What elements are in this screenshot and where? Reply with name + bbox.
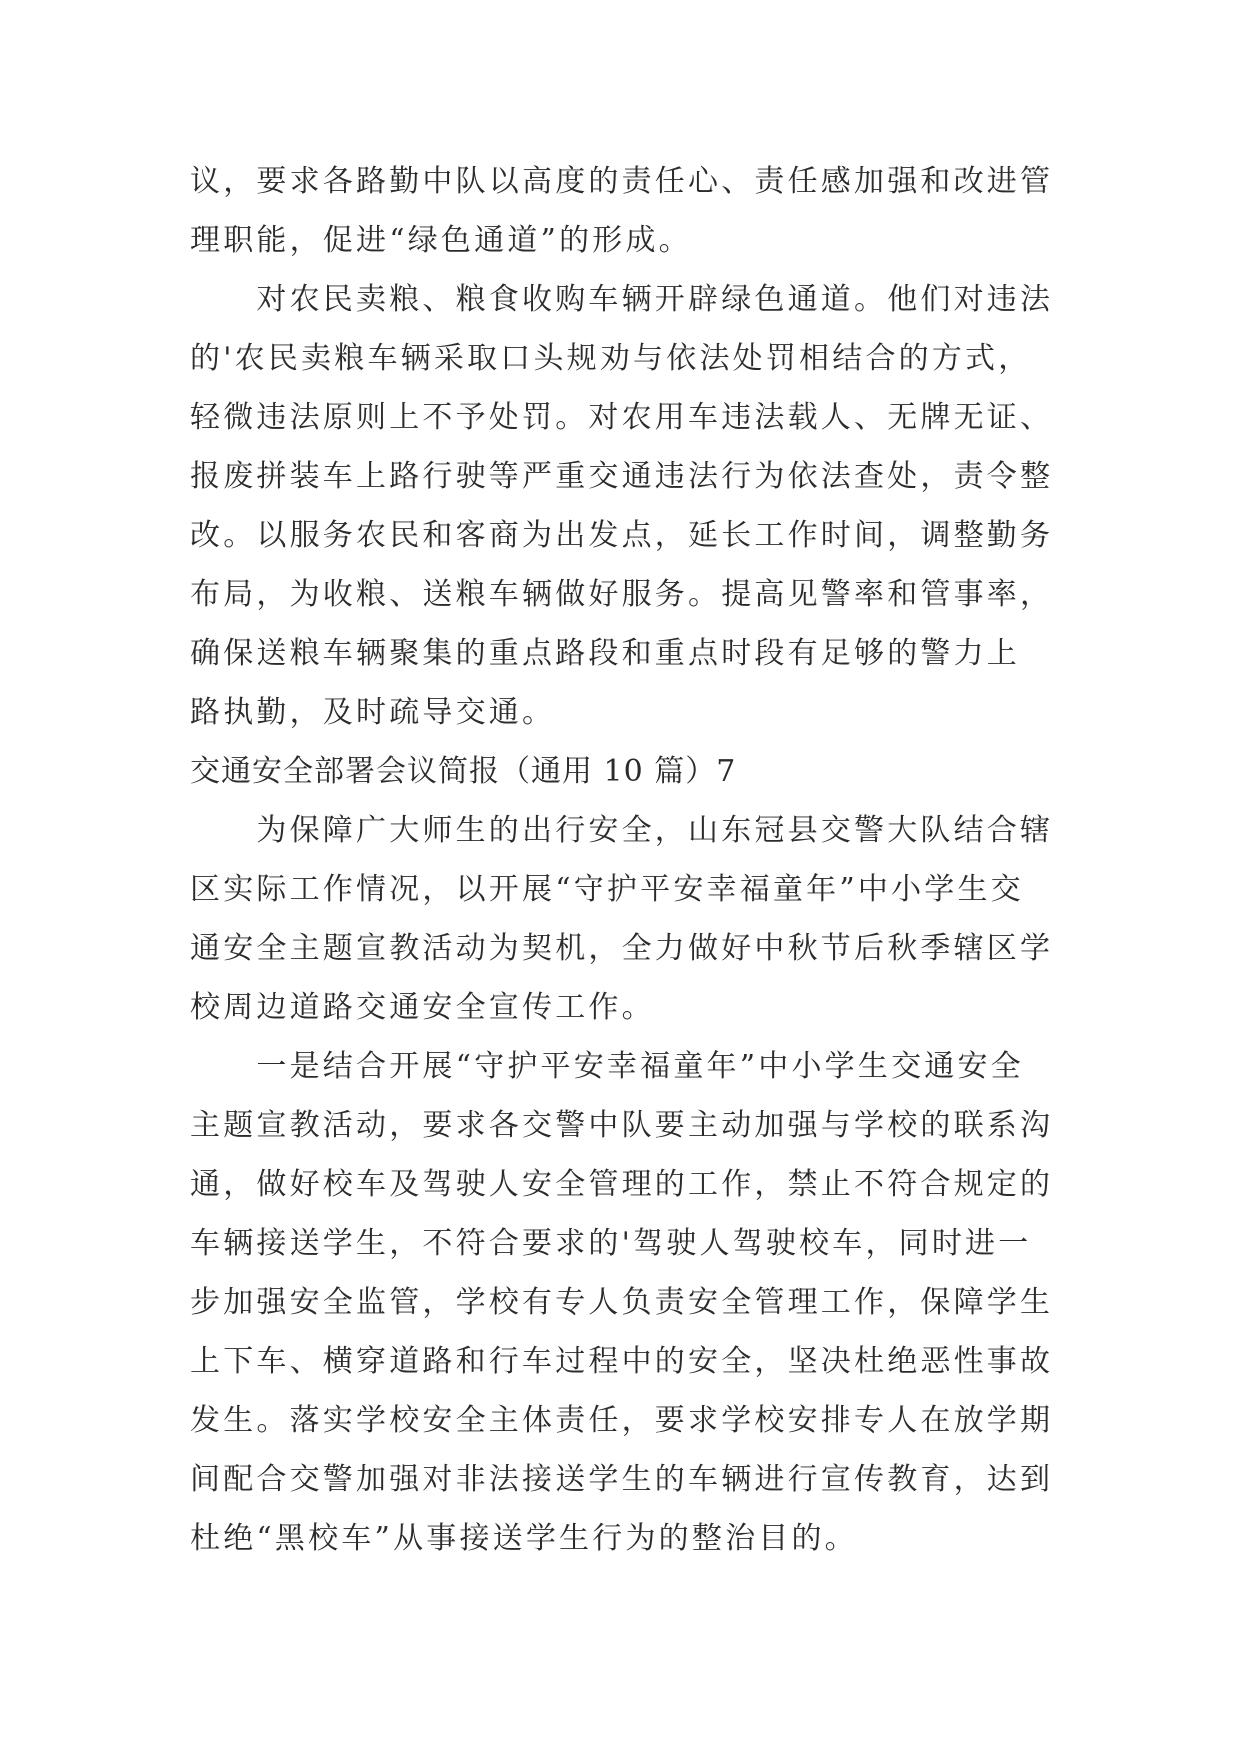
text-line: 确保送粮车辆聚集的重点路段和重点时段有足够的警力上 <box>190 636 1020 671</box>
text-line: 布局，为收粮、送粮车辆做好服务。提高见警率和管事率， <box>190 577 1054 612</box>
text-line: 路执勤，及时疏导交通。 <box>190 695 556 730</box>
paragraph <box>190 152 1060 270</box>
text-line: 校周边道路交通安全宣传工作。 <box>190 990 655 1025</box>
text-line: 议，要求各路勤中队以高度的责任心、责任感加强和改进管 <box>190 164 1054 199</box>
text-line: 通，做好校车及驾驶人安全管理的工作，禁止不符合规定的 <box>190 1167 1054 1202</box>
paragraph <box>190 1037 1060 1568</box>
text-line: 改。以服务农民和客商为出发点，延长工作时间，调整勤务 <box>190 518 1054 553</box>
text-line: 杜绝“黑校车”从事接送学生行为的整治目的。 <box>190 1521 858 1556</box>
heading-text: 交通安全部署会议简报（通用 10 篇）7 <box>190 754 737 789</box>
text-line: 的'农民卖粮车辆采取口头规劝与依法处罚相结合的方式， <box>190 341 1032 376</box>
text-line: 间配合交警加强对非法接送学生的车辆进行宣传教育，达到 <box>190 1462 1054 1497</box>
text-line: 区实际工作情况，以开展“守护平安幸福童年”中小学生交 <box>190 872 1024 907</box>
text-line: 上下车、横穿道路和行车过程中的安全，坚决杜绝恶性事故 <box>190 1344 1054 1379</box>
text-line: 轻微违法原则上不予处罚。对农用车违法载人、无牌无证、 <box>190 400 1054 435</box>
text-line: 步加强安全监管，学校有专人负责安全管理工作，保障学生 <box>190 1285 1054 1320</box>
text-line: 理职能，促进“绿色通道”的形成。 <box>190 223 692 258</box>
text-line: 通安全主题宣教活动为契机，全力做好中秋节后秋季辖区学 <box>190 931 1054 966</box>
text-line: 为保障广大师生的出行安全，山东冠县交警大队结合辖 <box>190 813 1054 848</box>
paragraph <box>190 270 1060 742</box>
text-line: 发生。落实学校安全主体责任，要求学校安排专人在放学期 <box>190 1403 1054 1438</box>
text-line: 一是结合开展“守护平安幸福童年”中小学生交通安全 <box>190 1049 1024 1084</box>
document-body <box>190 152 1060 1568</box>
text-line: 主题宣教活动，要求各交警中队要主动加强与学校的联系沟 <box>190 1108 1054 1143</box>
paragraph <box>190 801 1060 1037</box>
text-line: 报废拼装车上路行驶等严重交通违法行为依法查处，责令整 <box>190 459 1054 494</box>
text-line: 车辆接送学生，不符合要求的'驾驶人驾驶校车，同时进一 <box>190 1226 1032 1261</box>
section-heading <box>190 742 1060 801</box>
text-line: 对农民卖粮、粮食收购车辆开辟绿色通道。他们对违法 <box>190 282 1054 317</box>
